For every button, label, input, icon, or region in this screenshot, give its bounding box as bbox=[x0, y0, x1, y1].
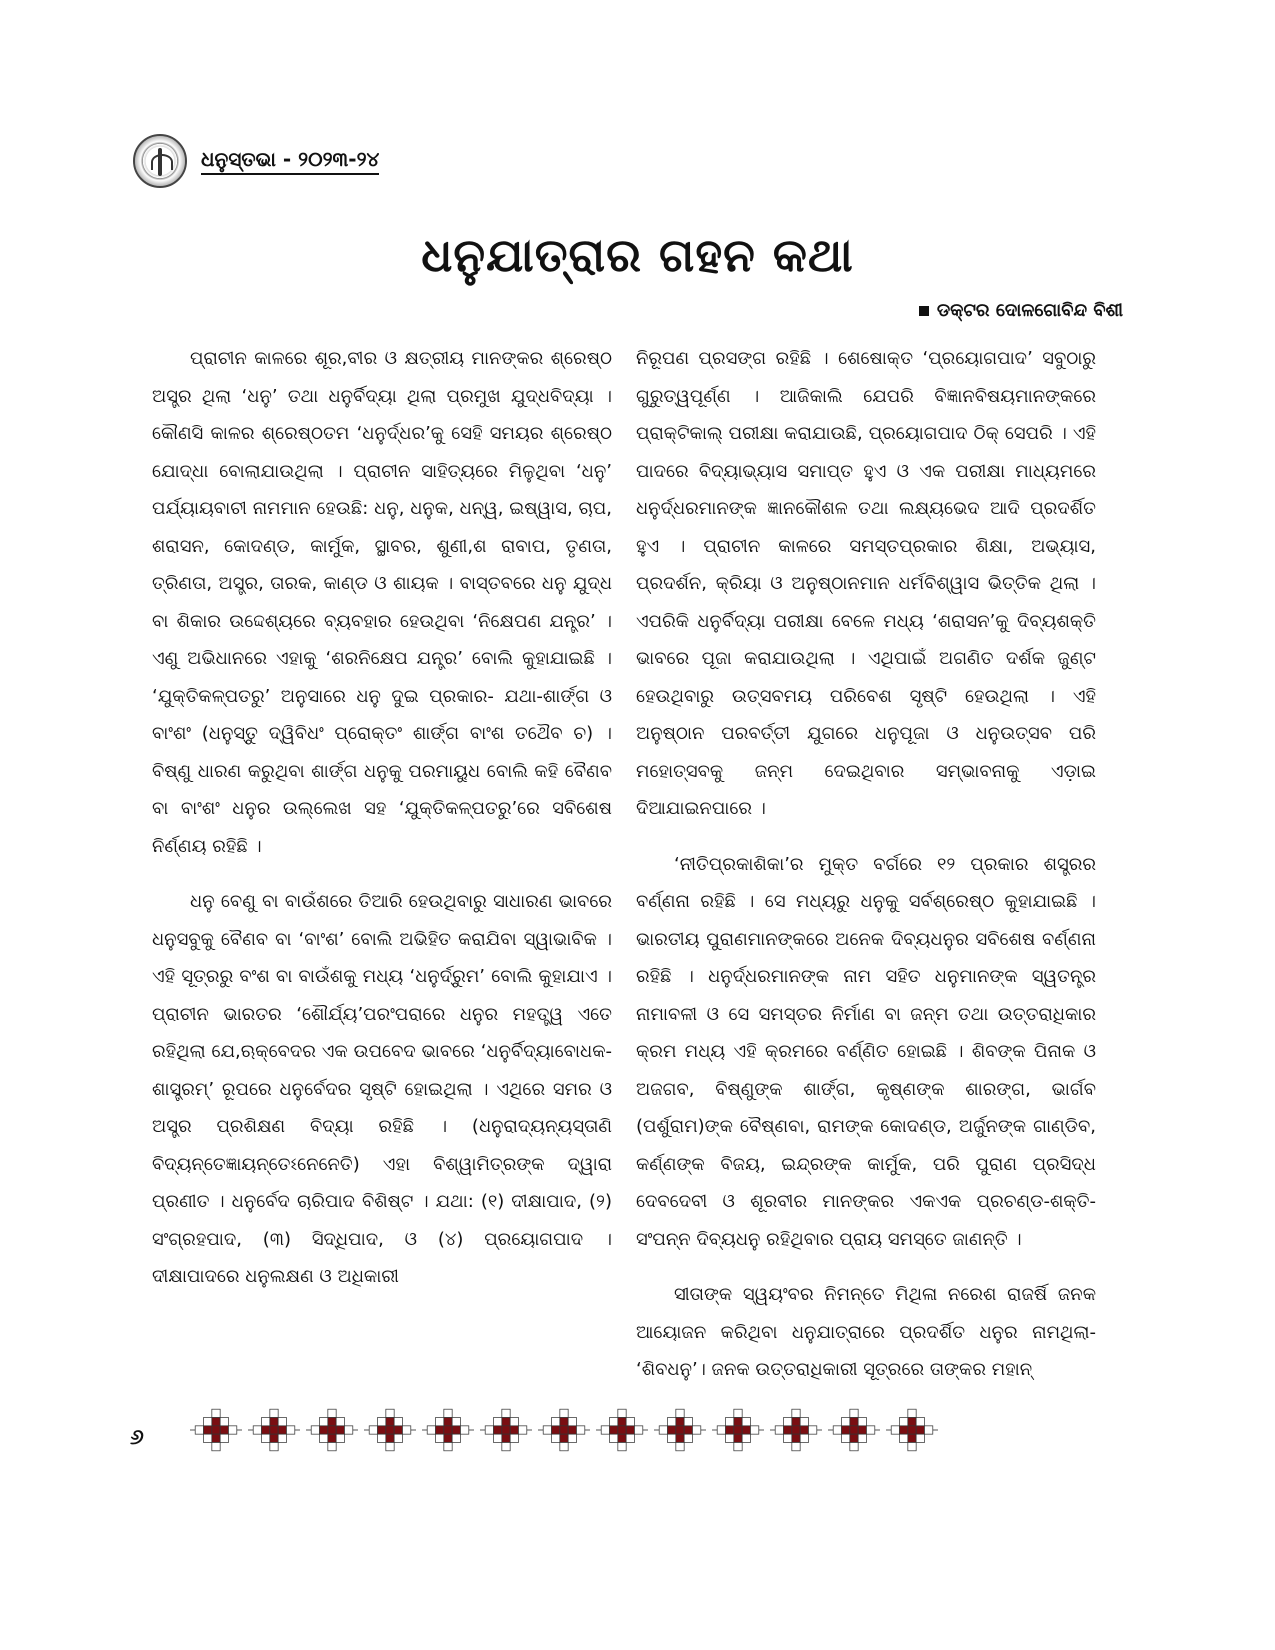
magazine-title: ଧନୁସ୍ତଭା - ୨୦୨୩-୨୪ bbox=[201, 147, 379, 175]
author-byline bbox=[919, 300, 1123, 321]
cross-motif-icon bbox=[248, 1404, 300, 1456]
cross-motif-icon bbox=[190, 1404, 242, 1456]
cross-motif-icon bbox=[886, 1404, 938, 1456]
paragraph: ପ୍ରାଚୀନ କାଳରେ ଶୂର,ବୀର ଓ କ୍ଷତ୍ରୀୟ ମାନଙ୍କର ଶ୍ରେଷ୍ଠ ଅସ୍ତ୍ର ଥିଲା ‘ଧନୁ’ ତଥା ଧନୁର୍ବିଦ୍ୟା ଥିଲା ପ୍ରମୁଖ ଯୁଦ୍ଧବିଦ୍ୟା । କୌଣସି କାଳର ଶ୍ରେଷ୍ଠତମ ‘ଧନୁର୍ଦ୍ଧର’କୁ ସେହି ସମୟର ଶ୍ରେଷ୍ଠ ଯୋଦ୍ଧା ବୋଲାଯାଉଥିଲା । ପ୍ରାଚୀନ ସାହିତ୍ୟରେ ମିଳୁଥିବା ‘ଧନୁ’ ପର୍ଯ୍ୟାୟବାଚୀ ନାମମାନ ହେଉଛି: ଧନୁ, ଧନୁକ, ଧନ୍ୱ, ଇଷ୍ୱାସ, ଚାପ, ଶରାସନ, କୋଦଣ୍ଡ, କାର୍ମୁକ, ସ୍ଥାବର, ଶୁଣୀ,ଶ ରାବାପ, ତୃଣତା, ତ୍ରିଣତା, ଅସ୍ତ୍ର, ତାରକ, କାଣ୍ଡ ଓ ଶାୟକ । ବାସ୍ତବରେ ଧନୁ ଯୁଦ୍ଧ ବା ଶିକାର ଉଦ୍ଦେଶ୍ୟରେ ବ୍ୟବହାର ହେଉଥିବା ‘ନିକ୍ଷେପଣ ଯନ୍ତ୍ର’ । ଏଣୁ ଅଭିଧାନରେ ଏହାକୁ ‘ଶରନିକ୍ଷେପ ଯନ୍ତ୍ର’ ବୋଲି କୁହାଯାଇଛି । ‘ଯୁକ୍ତିକଳ୍ପତରୁ’ ଅନୁସାରେ ଧନୁ ଦୁଇ ପ୍ରକାର- ଯଥା-ଶାର୍ଙ୍ଗ ଓ ବାଂଶଂ (ଧନୁସ୍ତୁ ଦ୍ୱିବିଧଂ ପ୍ରୋକ୍ତଂ ଶାର୍ଙ୍ଗ ବାଂଶ ତଥୈବ ଚ) । ବିଷ୍ଣୁ ଧାରଣ କରୁଥିବା ଶାର୍ଙ୍ଗ ଧନୁକୁ ପରମାୟୁଧ ବୋଲି କହି ବୈଣବ ବା ବାଂଶଂ ଧନୁର ଉଲ୍ଲେଖ ସହ ‘ଯୁକ୍ତିକଳ୍ପତରୁ’ରେ ସବିଶେଷ ନିର୍ଣ୍ଣୟ ରହିଛି । bbox=[152, 348, 612, 857]
paragraph: ‘ନୀତିପ୍ରକାଶିକା’ର ମୁକ୍ତ ବର୍ଗରେ ୧୨ ପ୍ରକାର ଶସ୍ତ୍ରର ବର୍ଣ୍ଣନା ରହିଛି । ସେ ମଧ୍ୟରୁ ଧନୁକୁ ସର୍ବଶ୍ରେଷ୍ଠ କୁହାଯାଇଛି । ଭାରତୀୟ ପୁରାଣମାନଙ୍କରେ ଅନେକ ଦିବ୍ୟଧନୁର ସବିଶେଷ ବର୍ଣ୍ଣନା ରହିଛି । ଧନୁର୍ଦ୍ଧରମାନଙ୍କ ନାମ ସହିତ ଧନୁମାନଙ୍କ ସ୍ୱତନ୍ତ୍ର ନାମାବଳୀ ଓ ସେ ସମସ୍ତର ନିର୍ମାଣ ବା ଜନ୍ମ ତଥା ଉତ୍ତରାଧିକାର କ୍ରମ ମଧ୍ୟ ଏହି କ୍ରମରେ ବର୍ଣ୍ଣିତ ହୋଇଛି । ଶିବଙ୍କ ପିନାକ ଓ ଅଜଗବ, ବିଷ୍ଣୁଙ୍କ ଶାର୍ଙ୍ଗ, କୃଷ୍ଣଙ୍କ ଶାରଙ୍ଗ, ଭାର୍ଗବ (ପର୍ଶୁରାମ)ଙ୍କ ବୈଷ୍ଣବା, ରାମଙ୍କ କୋଦଣ୍ଡ, ଅର୍ଜୁନଙ୍କ ଗାଣ୍ଡିବ, କର୍ଣ୍ଣଙ୍କ ବିଜୟ, ଇନ୍ଦ୍ରଙ୍କ କାର୍ମୁକ, ପରି ପୁରାଣ ପ୍ରସିଦ୍ଧ ଦେବଦେବୀ ଓ ଶୂରବୀର ମାନଙ୍କର ଏକଏକ ପ୍ରଚଣ୍ଡ-ଶକ୍ତି-ସଂପନ୍ନ ଦିବ୍ୟଧନୁ ରହିଥିବାର ପ୍ରାୟ ସମସ୍ତେ ଜାଣନ୍ତି । bbox=[636, 853, 1096, 1250]
cross-motif-icon bbox=[596, 1404, 648, 1456]
cross-motif-icon bbox=[770, 1404, 822, 1456]
right-column bbox=[636, 340, 1096, 1407]
author-name: ଡକ୍ଟର ଦୋଳଗୋବିନ୍ଦ ବିଶୀ bbox=[936, 300, 1123, 321]
left-column bbox=[152, 340, 612, 1314]
cross-motif-icon bbox=[712, 1404, 764, 1456]
page-number: ୬ bbox=[130, 1425, 144, 1450]
cross-motif-icon bbox=[364, 1404, 416, 1456]
paragraph: ସୀତାଙ୍କ ସ୍ୱୟଂବର ନିମନ୍ତେ ମିଥିଳା ନରେଶ ରାଜର୍ଷି ଜନକ ଆୟୋଜନ କରିଥିବା ଧନୁଯାତ୍ରାରେ ପ୍ରଦର୍ଶିତ ଧନୁର ନାମଥିଲା- ‘ଶିବଧନୁ’। ଜନକ ଉତ୍ତରାଧିକାରୀ ସୂତ୍ରରେ ତାଙ୍କର ମହାନ୍ bbox=[636, 1284, 1096, 1380]
cross-motif-icon bbox=[828, 1404, 880, 1456]
page-header bbox=[133, 134, 379, 188]
cross-motif-icon bbox=[654, 1404, 706, 1456]
article-title: ଧନୁଯାତ୍ରାର ଗହନ କଥା bbox=[421, 228, 854, 282]
cross-motif-icon bbox=[538, 1404, 590, 1456]
cross-motif-icon bbox=[306, 1404, 358, 1456]
decorative-border bbox=[190, 1404, 938, 1456]
institute-seal-icon bbox=[133, 134, 187, 188]
cross-motif-icon bbox=[422, 1404, 474, 1456]
paragraph: ଧନୁ ବେଣୁ ବା ବାଉଁଶରେ ତିଆରି ହେଉଥିବାରୁ ସାଧାରଣ ଭାବରେ ଧନୁସବୁକୁ ବୈଣବ ବା ‘ବାଂଶ’ ବୋଲି ଅଭିହିତ କରାଯିବା ସ୍ୱାଭାବିକ । ଏହି ସୂତ୍ରରୁ ବଂଶ ବା ବାଉଁଶକୁ ମଧ୍ୟ ‘ଧନୁର୍ଦ୍ରୁମ’ ବୋଲି କୁହାଯାଏ । ପ୍ରାଚୀନ ଭାରତର ‘ଶୌର୍ଯ୍ୟ’ପରଂପରାରେ ଧନୁର ମହତ୍ତ୍ୱ ଏତେ ରହିଥିଲା ଯେ,ଋକ୍‌ବେଦର ଏକ ଉପବେଦ ଭାବରେ ‘ଧନୁର୍ବିଦ୍ୟାବୋଧକ-ଶାସ୍ତ୍ରମ୍’ ରୂପରେ ଧନୁର୍ବେଦର ସୃଷ୍ଟି ହୋଇଥିଲା । ଏଥିରେ ସମର ଓ ଅସ୍ତ୍ର ପ୍ରଶିକ୍ଷଣ ବିଦ୍ୟା ରହିଛି । (ଧନୁରାଦ୍ୟନ୍ୟସ୍ତାଣି ବିଦ୍ୟନ୍ତେଜ୍ଞାୟନ୍ତେଽନେନେତି) ଏହା ବିଶ୍ୱାମିତ୍ରଙ୍କ ଦ୍ୱାରା ପ୍ରଣୀତ । ଧନୁର୍ବେଦ ଚାରିପାଦ ବିଶିଷ୍ଟ । ଯଥା: (୧) ଦୀକ୍ଷାପାଦ, (୨) ସଂଗ୍ରହପାଦ, (୩) ସିଦ୍ଧିପାଦ, ଓ (୪) ପ୍ରୟୋଗପାଦ । ଦୀକ୍ଷାପାଦରେ ଧନୁଲକ୍ଷଣ ଓ ଅଧିକାରୀ bbox=[152, 891, 612, 1287]
square-bullet-icon bbox=[919, 306, 929, 316]
cross-motif-icon bbox=[480, 1404, 532, 1456]
paragraph: ନିରୂପଣ ପ୍ରସଙ୍ଗ ରହିଛି । ଶେଷୋକ୍ତ ‘ପ୍ରୟୋଗପାଦ’ ସବୁଠାରୁ ଗୁରୁତ୍ୱପୂର୍ଣ୍ଣ । ଆଜିକାଲି ଯେପରି ବିଜ୍ଞାନବିଷୟମାନଙ୍କରେ ପ୍ରାକ୍ଟିକାଲ୍ ପରୀକ୍ଷା କରାଯାଉଛି, ପ୍ରୟୋଗପାଦ ଠିକ୍ ସେପରି । ଏହି ପାଦରେ ବିଦ୍ୟାଭ୍ୟାସ ସମାପ୍ତ ହୁଏ ଓ ଏକ ପରୀକ୍ଷା ମାଧ୍ୟମରେ ଧନୁର୍ଦ୍ଧରମାନଙ୍କ ଜ୍ଞାନକୌଶଳ ତଥା ଲକ୍ଷ୍ୟଭେଦ ଆଦି ପ୍ରଦର୍ଶିତ ହୁଏ । ପ୍ରାଚୀନ କାଳରେ ସମସ୍ତପ୍ରକାର ଶିକ୍ଷା, ଅଭ୍ୟାସ, ପ୍ରଦର୍ଶନ, କ୍ରିୟା ଓ ଅନୁଷ୍ଠାନମାନ ଧର୍ମବିଶ୍ୱାସ ଭିତ୍ତିକ ଥିଲା । ଏପରିକି ଧନୁର୍ବିଦ୍ୟା ପରୀକ୍ଷା ବେଳେ ମଧ୍ୟ ‘ଶରାସନ’କୁ ଦିବ୍ୟଶକ୍ତି ଭାବରେ ପୂଜା କରାଯାଉଥିଲା । ଏଥିପାଇଁ ଅଗଣିତ ଦର୍ଶକ ଜୁଣ୍ଟ ହେଉଥିବାରୁ ଉତ୍ସବମୟ ପରିବେଶ ସୃଷ୍ଟି ହେଉଥିଲା । ଏହି ଅନୁଷ୍ଠାନ ପରବର୍ତ୍ତୀ ଯୁଗରେ ଧନୁପୂଜା ଓ ଧନୁଉତ୍ସବ ପରି ମହୋତ୍ସବକୁ ଜନ୍ମ ଦେଇଥିବାର ସମ୍ଭାବନାକୁ ଏଡ଼ାଇ ଦିଆଯାଇନପାରେ । bbox=[636, 348, 1096, 819]
